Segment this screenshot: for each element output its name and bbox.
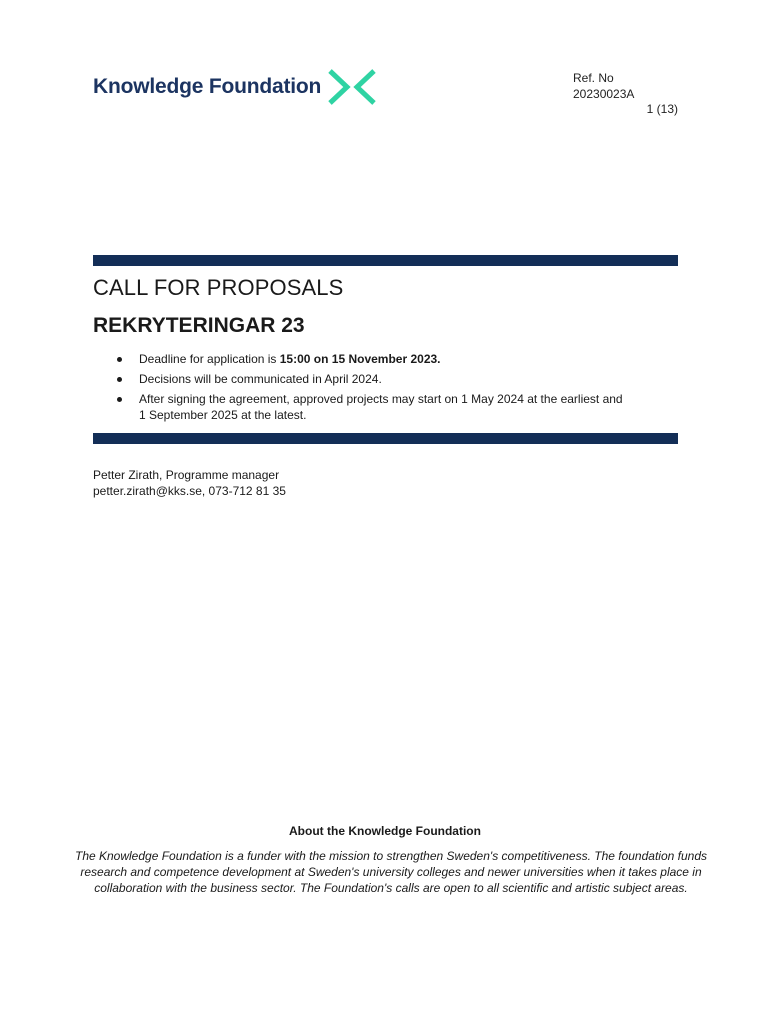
programme-title: REKRYTERINGAR 23 [93,314,305,337]
about-line-2: research and competence development at Sweden's university colleges and newer universities when it takes place in [80,865,702,879]
page-number: 1 (13) [646,102,678,116]
ref-number: 20230023A [573,87,635,101]
reference-block [573,70,634,102]
about-line-3: collaboration with the business sector. The Foundation's calls are open to all scientific and artistic subject areas. [94,881,688,895]
about-text [60,848,722,896]
project-start-line2: 1 September 2025 at the latest. [139,408,307,422]
chevrons-logo-icon [327,68,379,106]
about-title: About the Knowledge Foundation [289,824,481,838]
knowledge-foundation-logo [93,68,379,106]
contact-name-role: Petter Zirath, Programme manager [93,468,280,482]
ref-label: Ref. No [573,71,614,85]
contact-block [93,467,286,499]
logo-text: Knowledge Foundation [93,75,322,98]
about-line-1: The Knowledge Foundation is a funder with the mission to strengthen Sweden's competitiveness. The foundation funds [74,849,707,863]
list-item-deadline [115,351,675,367]
call-heading: CALL FOR PROPOSALS [93,275,344,300]
bottom-divider-bar [93,433,678,444]
deadline-date: 15:00 on 15 November 2023. [279,352,441,366]
deadline-prefix: Deadline for application is [139,352,280,366]
list-item-project-start [115,391,675,423]
key-dates-list [115,351,675,427]
project-start-line1: After signing the agreement, approved projects may start on 1 May 2024 at the earliest and [139,392,623,406]
contact-email-phone: petter.zirath@kks.se, 073-712 81 35 [93,484,286,498]
top-divider-bar [93,255,678,266]
list-item-decisions: Decisions will be communicated in April 2024. [115,371,675,387]
